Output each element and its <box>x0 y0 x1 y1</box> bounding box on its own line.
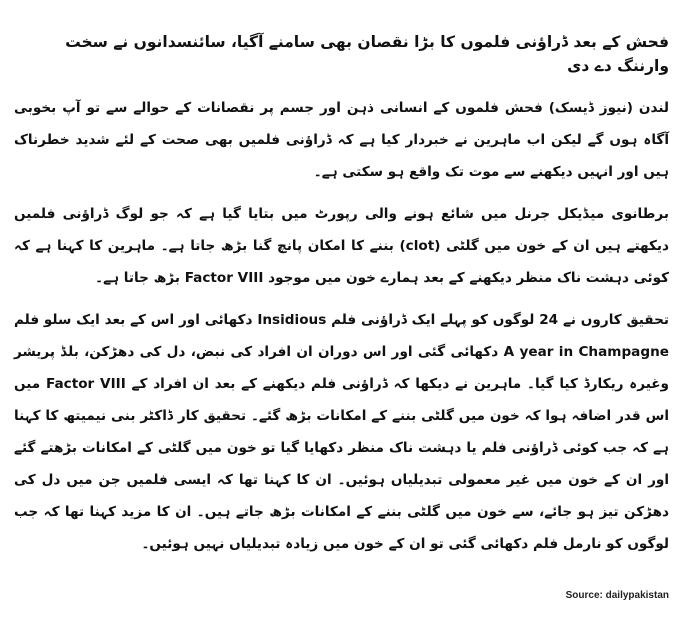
article-source: Source: dailypakistan <box>565 590 669 601</box>
article-headline: فحش کے بعد ڈراؤنی فلموں کا بڑا نقصان بھی سامنے آگیا، سائنسدانوں نے سخت وارننگ دے دی <box>65 33 669 75</box>
news-article <box>14 30 669 570</box>
article-paragraph-intro: لندن (نیوز ڈیسک) فحش فلموں کے انسانی ذہن اور جسم پر نقصانات کے حوالے سے تو آپ بخوبی آگاہ ہوں گے لیکن اب ماہرین نے خبردار کیا ہے کہ ڈراؤنی فلمیں بھی صحت کے لئے شدید خطرناک ہیں اور انہیں دیکھنے سے موت تک واقع ہو سکتی ہے۔ <box>14 100 669 180</box>
article-paragraph-study: تحقیق کاروں نے 24 لوگوں کو پہلے ایک ڈراؤنی فلم Insidious دکھائی اور اس کے بعد ایک سلو فلم A year in Champagne دکھائی گئی اور اس دوران ان افراد کی نبض، دل کی دھڑکن، بلڈ پریشر وغیرہ ریکارڈ کیا گیا۔ ماہرین نے دیکھا کہ ڈراؤنی فلم دیکھنے کے بعد ان افراد کے Factor VIII میں اس قدر اضافہ ہوا کہ خون میں گلٹی بننے کے امکانات بڑھ گئے۔ تحقیق کار ڈاکٹر بنی نیمیتھ کا کہنا ہے کہ جب کوئی ڈراؤنی فلم یا دہشت ناک منظر دکھایا گیا تو خون میں گلٹی کے امکانات بڑھتے گئے اور ان کے خون میں غیر معمولی تبدیلیاں ہوئیں۔ ان کا کہنا تھا کہ ایسی فلمیں جن میں دل کی دھڑکن تیز ہو جائے، سے خون میں گلٹی بننے کے امکانات بڑھ جاتے ہیں۔ ان کا مزید کہنا تھا کہ جب لوگوں کو نارمل فلم دکھائی گئی تو ان کے خون میں زیادہ تبدیلیاں نہیں ہوئیں۔ <box>14 312 669 552</box>
article-paragraph-research: برطانوی میڈیکل جرنل میں شائع ہونے والی رپورٹ میں بتایا گیا ہے کہ جو لوگ ڈراؤنی فلمیں دیکھتے ہیں ان کے خون میں گلٹی (clot) بننے کا امکان پانچ گنا بڑھ جاتا ہے۔ ماہرین کا کہنا ہے کہ کوئی دہشت ناک منظر دیکھنے کے بعد ہمارے خون میں موجود Factor VIII بڑھ جاتا ہے۔ <box>14 206 669 286</box>
